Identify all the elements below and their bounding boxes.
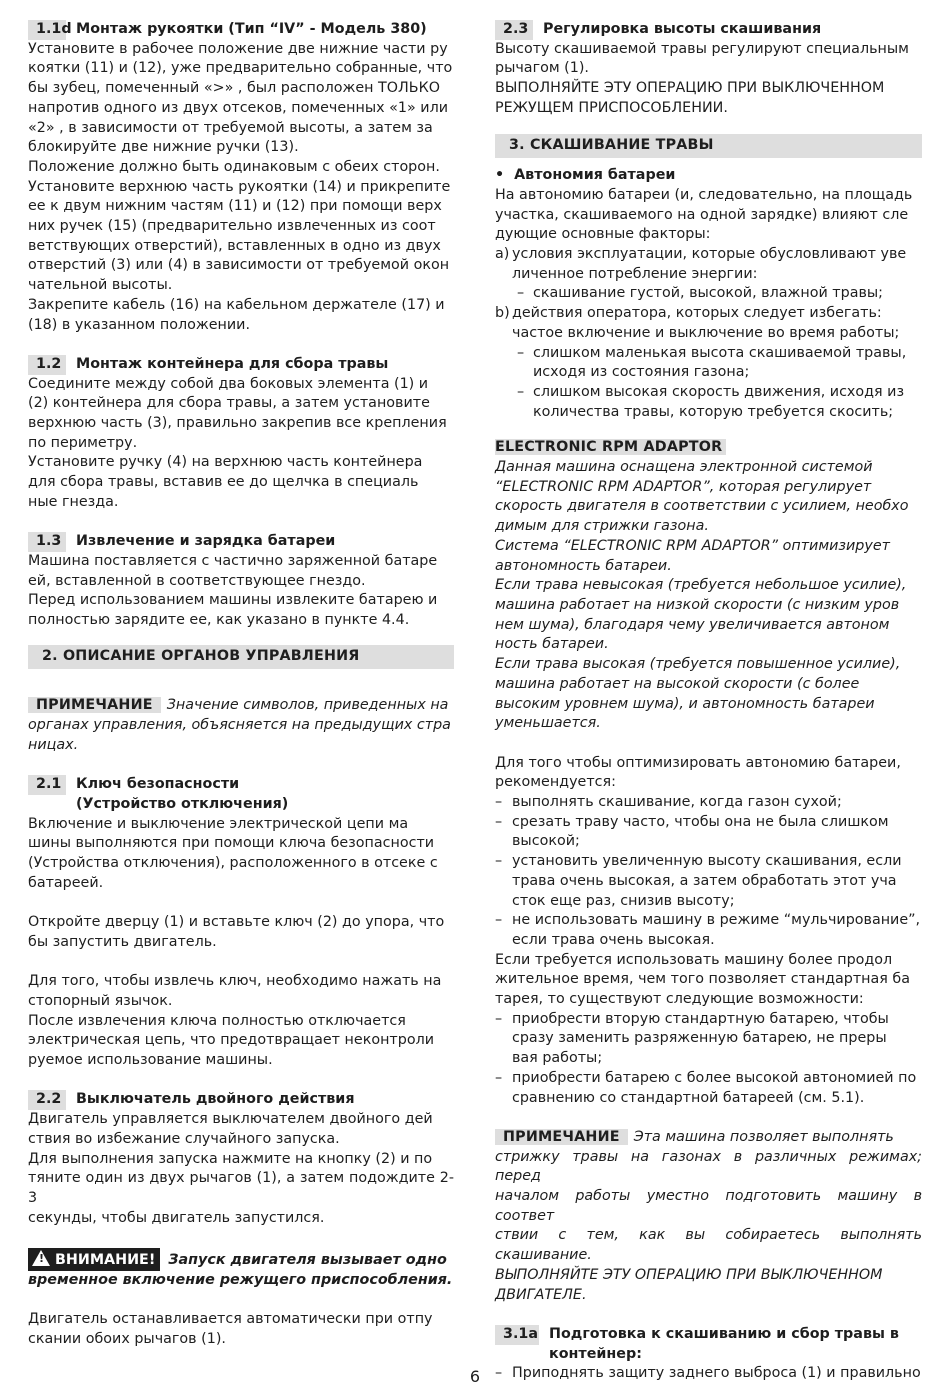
note-tag: ПРИМЕЧАНИЕ: [495, 1129, 628, 1145]
section-title-line-2: контейнер:: [549, 1345, 642, 1362]
text-line: машина работает на высокой скорости (с более: [495, 675, 860, 692]
text-line: скании обоих рычагов (1).: [28, 1330, 226, 1347]
text-line: ность батареи.: [495, 636, 609, 653]
text-line: ствии с тем, как вы собираетесь выполнять скашивание.: [495, 1227, 922, 1264]
page-number: 6: [469, 1367, 481, 1386]
text-line: шины выполняются при помощи ключа безопасности: [28, 835, 435, 852]
note-2-body: [495, 1148, 922, 1306]
text-line: На автономию батареи (и, следовательно, на площадь: [495, 186, 913, 203]
text-line: началом работы уместно подготовить машину в соответ: [495, 1188, 922, 1224]
optimize-intro: [495, 754, 922, 793]
section-body-2-1-p1: [28, 815, 454, 894]
factor-a: a) условия эксплуатации, которые обусловливают уве личенное потребление энергии:: [495, 245, 922, 284]
text-line: После извлечения ключа полностью отключается: [28, 1012, 406, 1029]
text-line: ДВИГАТЕЛЕ.: [495, 1286, 587, 1303]
text-line: Двигатель останавливается автоматически при отпу: [28, 1311, 433, 1328]
section-heading-2-2: [28, 1090, 454, 1110]
right-column: [495, 20, 922, 1384]
text-line: ницах.: [28, 736, 79, 753]
list-item: – слишком маленькая высота скашиваемой травы, исходя из состояния газона;: [517, 344, 907, 381]
text-line: “ELECTRONIC RPM ADAPTOR”, которая регулирует: [495, 478, 872, 495]
note-1-body: [28, 716, 454, 755]
section-title: Извлечение и зарядка батареи: [76, 533, 336, 550]
text-line: стрижку травы на газонах в различных режимах; перед: [495, 1148, 922, 1185]
text-line: Соедините между собой два боковых элемента (1) и: [28, 375, 429, 392]
list-item: – не использовать машину в режиме “мульчирование”, если трава очень высокая.: [495, 912, 921, 948]
warning-second: временное включение режущего приспособления.: [28, 1271, 453, 1288]
optimize-list: [495, 793, 922, 951]
text-line: ствия во избежание случайного запуска.: [28, 1130, 340, 1147]
text-line: верхнюю часть (3), правильно закрепив все крепления: [28, 415, 447, 432]
section-body-1-1d: [28, 40, 454, 336]
warning-first: ! ВНИМАНИЕ! Запуск двигателя вызывает одно: [28, 1248, 454, 1271]
text-line: Установите верхнюю часть рукоятки (14) и прикрепите: [28, 178, 451, 195]
text-line: Если трава высокая (требуется повышенное усилие),: [495, 656, 901, 673]
text-line: отверстий (3) или (4) в зависимости от требуемой окон: [28, 257, 450, 274]
section-heading-1-1d: [28, 20, 454, 40]
text-line: «2» , в зависимости от требуемой высоты, а затем за: [28, 119, 433, 136]
text-line: Если требуется использовать машину более продол: [495, 951, 893, 968]
section-body-2-2: [28, 1110, 454, 1228]
text-line: Если трава невысокая (требуется небольшое усилие),: [495, 577, 907, 594]
note-2-first: ПРИМЕЧАНИЕ Эта машина позволяет выполнять: [495, 1128, 922, 1148]
text-line: коятки (11) и (12), уже предварительно собранные, что: [28, 60, 453, 77]
text-line: (2) контейнера для сбора травы, а затем установите: [28, 395, 430, 412]
section-title: Монтаж рукоятки (Тип “IV” - Модель 380): [76, 21, 427, 37]
text-line: (Устройства отключения), расположенного в отсеке с: [28, 855, 438, 872]
erpm-heading: ELECTRONIC RPM ADAPTOR: [495, 438, 922, 458]
section-title-line-2: (Устройство отключения): [76, 795, 289, 812]
text-line: для сбора травы, вставив ее до щелчка в специаль: [28, 474, 419, 491]
section-body-2-1-p2: [28, 913, 454, 952]
section-body-1-3: [28, 552, 454, 631]
section-title: Ключ безопасности: [76, 776, 240, 793]
section-number: 2.1: [28, 775, 66, 795]
warning-tag: ! ВНИМАНИЕ!: [28, 1248, 160, 1271]
factor-b: b) действия оператора, которых следует избегать: частое включение и выключение во время работы;: [495, 304, 922, 343]
text-line: чательной высоты.: [28, 277, 173, 294]
text-line: Двигатель управляется выключателем двойного дей: [28, 1111, 433, 1128]
battery-heading: • Автономия батареи: [495, 167, 676, 184]
battery-intro: [495, 186, 922, 245]
text-line: бы запустить двигатель.: [28, 933, 217, 950]
warning-triangle-icon: !: [32, 1250, 50, 1266]
text-line: димым для стрижки газона.: [495, 518, 709, 535]
text-line: органах управления, объясняется на предыдущих стра: [28, 717, 451, 734]
section-number: 2.3: [495, 20, 533, 40]
text-line: Для того чтобы оптимизировать автономию батареи,: [495, 754, 901, 771]
list-item: – выполнять скашивание, когда газон сухой;: [495, 794, 842, 810]
section-body-1-2: [28, 375, 454, 513]
list-item: – скашивание густой, высокой, влажной травы;: [517, 285, 884, 302]
text-line: участка, скашиваемого на одной зарядке) влияют сле: [495, 206, 909, 223]
list-item: – установить увеличенную высоту скашивания, если трава очень высокая, а затем обработать этот уча сток еще раз, снизив высоту;: [495, 853, 902, 909]
optimize-more: [495, 951, 922, 1010]
text-line: скорость двигателя в соответствии с усилием, необхо: [495, 498, 909, 515]
list-item: – Приподнять защиту заднего выброса (1) и правильно: [495, 1365, 921, 1382]
text-line: действия оператора, которых следует избегать:: [512, 305, 882, 322]
text-line: ей, вставленной в соответствующее гнездо.: [28, 572, 366, 589]
left-column: [28, 20, 454, 1350]
factor-a-sub: [495, 284, 922, 304]
text-line: Перед использованием машины извлеките батарею и: [28, 592, 438, 609]
text-line: секунды, чтобы двигатель запустился.: [28, 1209, 325, 1226]
section-body-2-1-p3: [28, 972, 454, 1071]
text-line: ее к двум нижним частям (11) и (12) при помощи верх: [28, 198, 442, 215]
text-line: уменьшается.: [495, 715, 601, 732]
text-line: электрическая цепь, что предотвращает неконтроли: [28, 1032, 435, 1049]
section-number: 1.2: [28, 355, 66, 375]
text-line: тарея, то существуют следующие возможности:: [495, 991, 864, 1008]
text-line: высоким уровнем шума), и автономность батареи: [495, 695, 875, 712]
text-line: личенное потребление энергии:: [512, 265, 758, 282]
section-heading-2-3: [495, 20, 922, 40]
text-line: ные гнезда.: [28, 493, 119, 510]
engine-stop-text: [28, 1310, 454, 1349]
text-line: частое включение и выключение во время работы;: [512, 324, 900, 341]
text-line: ВЫПОЛНЯЙТЕ ЭТУ ОПЕРАЦИЮ ПРИ ВЫКЛЮЧЕННОМ: [495, 1266, 883, 1283]
section-number: 2.2: [28, 1090, 66, 1110]
text-line: стопорный язычок.: [28, 992, 173, 1009]
section-heading-1-2: [28, 355, 454, 375]
list-item: – слишком высокая скорость движения, исходя из количества травы, которую требуется скосить;: [517, 383, 905, 420]
erpm-body: [495, 458, 922, 734]
text-line: (18) в указанном положении.: [28, 316, 250, 333]
text-line: ветствующих отверстий), вставленных в одно из двух: [28, 237, 441, 254]
text-line: Для выполнения запуска нажмите на кнопку (2) и по: [28, 1150, 433, 1167]
text-line: Закрепите кабель (16) на кабельном держателе (17) и: [28, 296, 445, 313]
text-line: Положение должно быть одинаковым с обеих сторон.: [28, 158, 440, 175]
chapter-bar-3: 3. СКАШИВАНИЕ ТРАВЫ: [495, 134, 922, 159]
text-line: напротив одного из двух отсеков, помеченных «1» или: [28, 99, 449, 116]
section-heading-2-1: [28, 775, 454, 795]
section-title: Регулировка высоты скашивания: [543, 21, 822, 37]
list-item: – срезать траву часто, чтобы она не была слишком высокой;: [495, 813, 889, 850]
text-line: жительное время, чем того позволяет стандартная ба: [495, 971, 910, 988]
section-number: 1.1d: [28, 20, 66, 40]
text-line: Система “ELECTRONIC RPM ADAPTOR” оптимизирует: [495, 537, 890, 554]
text-line: них ручек (15) (предварительно извлеченных из соот: [28, 218, 436, 235]
text-line: рекомендуется:: [495, 774, 616, 791]
section-body-2-3: [495, 40, 922, 119]
text-line: блокируйте две нижние ручки (13).: [28, 139, 299, 156]
battery-factors: [495, 245, 922, 284]
text-line: Машина поставляется с частично заряженной батаре: [28, 552, 438, 569]
text-line: Включение и выключение электрической цепи ма: [28, 815, 409, 832]
list-item: – приобрести батарею с более высокой автономией по сравнению со стандартной батареей (см. 5.1).: [495, 1069, 917, 1106]
text-line: условия эксплуатации, которые обусловливают уве: [512, 246, 907, 263]
text-line: полностью зарядите ее, как указано в пункте 4.4.: [28, 612, 410, 629]
factor-b-sub: [495, 344, 922, 423]
text-line: Установите ручку (4) на верхнюю часть контейнера: [28, 454, 423, 471]
text-line: нем шума), благодаря чему увеличивается автоном: [495, 616, 890, 633]
note-1-first: ПРИМЕЧАНИЕ Значение символов, приведенных на: [28, 696, 454, 716]
text-line: по периметру.: [28, 434, 138, 451]
options-list: [495, 1010, 922, 1109]
text-line: Откройте дверцу (1) и вставьте ключ (2) до упора, что: [28, 914, 445, 931]
section-title: Подготовка к скашиванию и сбор травы в: [549, 1325, 899, 1342]
chapter-bar-2: 2. ОПИСАНИЕ ОРГАНОВ УПРАВЛЕНИЯ: [28, 645, 454, 670]
text-line: Высоту скашиваемой травы регулируют специальным: [495, 40, 909, 57]
text-line: Установите в рабочее положение две нижние части ру: [28, 40, 448, 57]
section-number: 3.1a: [495, 1325, 539, 1345]
text-line: машина работает на низкой скорости (с низким уров: [495, 596, 900, 613]
section-title: Выключатель двойного действия: [76, 1091, 355, 1108]
section-heading-1-3: [28, 532, 454, 552]
text-line: руемое использование машины.: [28, 1052, 273, 1069]
text-line: тяните один из двух рычагов (1), а затем подождите 2-3: [28, 1170, 454, 1206]
list-item: – приобрести вторую стандартную батарею, чтобы сразу заменить разряженную батарею, не преры вая работы;: [495, 1010, 889, 1067]
section-title: Монтаж контейнера для сбора травы: [76, 355, 389, 372]
text-line: ВЫПОЛНЯЙТЕ ЭТУ ОПЕРАЦИЮ ПРИ ВЫКЛЮЧЕННОМ: [495, 80, 885, 97]
text-line: рычагом (1).: [495, 60, 589, 77]
section-heading-3-1a: [495, 1325, 922, 1345]
text-line: Для того, чтобы извлечь ключ, необходимо нажать на: [28, 973, 442, 990]
text-line: бы зубец, помеченный «>» , был расположен ТОЛЬКО: [28, 80, 440, 97]
text-line: Данная машина оснащена электронной системой: [495, 459, 873, 476]
text-line: РЕЖУЩЕМ ПРИСПОСОБЛЕНИИ.: [495, 99, 728, 116]
text-line: дующие основные факторы:: [495, 226, 711, 243]
note-tag: ПРИМЕЧАНИЕ: [28, 697, 161, 713]
section-number: 1.3: [28, 532, 66, 552]
text-line: автономность батареи.: [495, 557, 672, 574]
text-line: батареей.: [28, 874, 104, 891]
